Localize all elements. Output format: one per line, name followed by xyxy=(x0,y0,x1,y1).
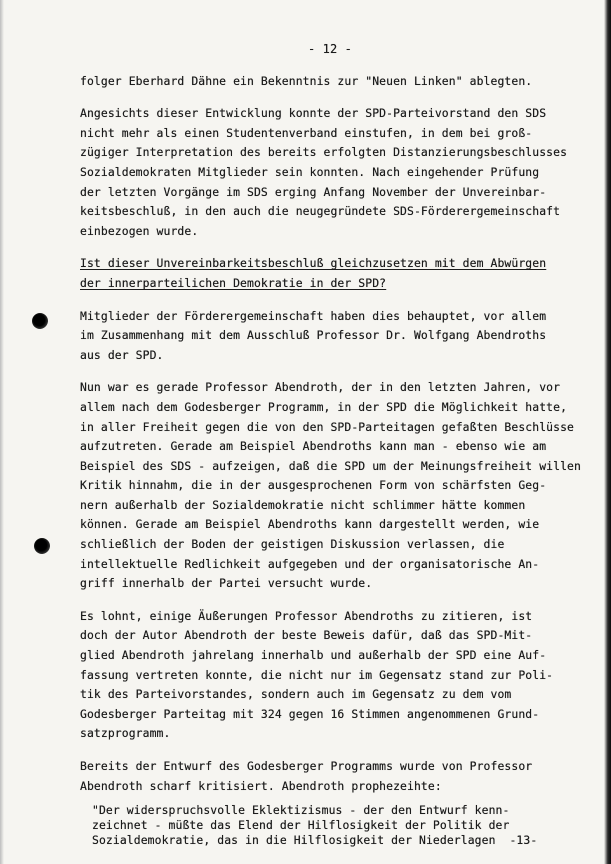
text-line: Es lohnt, einige Äußerungen Professor Abendroths zu zitieren, ist xyxy=(80,608,533,623)
block-quote xyxy=(92,803,580,848)
quote-line: "Der widerspruchsvolle Eklektizismus - der den Entwurf kenn- xyxy=(92,803,510,818)
text-line: in aller Freiheit gegen die von den SPD-Parteitagen gefaßten Beschlüsse xyxy=(80,419,574,434)
paragraph-5 xyxy=(80,607,580,744)
text-line: allem nach dem Godesberger Programm, in der SPD die Möglichkeit hatte, xyxy=(80,399,568,414)
text-line: einbezogen wurde. xyxy=(80,223,199,238)
paragraph-6 xyxy=(80,757,580,796)
heading-line: der innerparteilichen Demokratie in der SPD? xyxy=(80,275,387,290)
text-line: können. Gerade am Beispiel Abendroths kann dargestellt werden, wie xyxy=(80,517,540,532)
text-line: doch der Autor Abendroth der beste Beweis dafür, daß das SPD-Mit- xyxy=(80,628,533,643)
text-line: aus der SPD. xyxy=(80,347,164,362)
text-line: fassung vertreten konnte, die nicht nur im Gegensatz stand zur Poli- xyxy=(80,667,554,682)
text-line: Nun war es gerade Professor Abendroth, der in den letzten Jahren, vor xyxy=(80,380,561,395)
text-line: keitsbeschluß, in den auch die neugegründete SDS-Förderergemeinschaft xyxy=(80,204,561,219)
text-line: Godesberger Parteitag mit 324 gegen 16 Stimmen angenommenen Grund- xyxy=(80,706,540,721)
text-line: aufzutreten. Gerade am Beispiel Abendroths kann man - ebenso wie am xyxy=(80,439,547,454)
typewritten-text xyxy=(80,40,580,848)
text-line: satzprogramm. xyxy=(80,726,171,741)
punch-hole-top xyxy=(32,313,48,329)
text-line: zügiger Interpretation des bereits erfolgten Distanzierungsbeschlusses xyxy=(80,145,568,160)
text-line: glied Abendroth jahrelang innerhalb und außerhalb der SPD eine Auf- xyxy=(80,648,547,663)
quote-line: Sozialdemokratie, das in die Hilflosigkeit der Niederlagen -13- xyxy=(92,833,538,848)
paragraph-2 xyxy=(80,104,580,241)
text-line: Beispiel des SDS - aufzeigen, daß die SPD um der Meinungsfreiheit willen xyxy=(80,458,581,473)
scan-edge-right xyxy=(604,0,611,864)
paragraph-1 xyxy=(80,72,580,92)
text-line: folger Eberhard Dähne ein Bekenntnis zur "Neuen Linken" ablegten. xyxy=(80,73,533,88)
text-line: Abendroth scharf kritisiert. Abendroth prophezeihte: xyxy=(80,778,442,793)
paragraph-3 xyxy=(80,307,580,366)
text-line: intellektuelle Redlichkeit aufgegeben und der organisatorische An- xyxy=(80,556,540,571)
text-line: griff innerhalb der Partei versucht wurde. xyxy=(80,576,373,591)
text-line: der letzten Vorgänge im SDS erging Anfang November der Unvereinbar- xyxy=(80,184,547,199)
paragraph-4 xyxy=(80,378,580,594)
heading-line: Ist dieser Unvereinbarkeitsbeschluß gleichzusetzen mit dem Abwürgen xyxy=(80,256,547,271)
text-line: nicht mehr als einen Studentenverband einstufen, in dem bei groß- xyxy=(80,125,533,140)
page-number: - 12 - xyxy=(308,42,352,56)
section-heading xyxy=(80,254,580,293)
punch-hole-bottom xyxy=(34,538,50,554)
text-line: Mitglieder der Förderergemeinschaft haben dies behauptet, vor allem xyxy=(80,308,547,323)
scan-edge-left xyxy=(0,0,4,864)
text-line: Kritik hinnahm, die in der ausgesprochenen Form von schärfsten Geg- xyxy=(80,478,547,493)
text-line: Sozialdemokraten Mitglieder sein konnten. Nach eingehender Prüfung xyxy=(80,164,540,179)
text-line: schließlich der Boden der geistigen Diskussion verlassen, die xyxy=(80,537,505,552)
text-line: im Zusammenhang mit dem Ausschluß Professor Dr. Wolfgang Abendroths xyxy=(80,328,547,343)
text-line: tik des Parteivorstandes, sondern auch im Gegensatz zu dem vom xyxy=(80,687,512,702)
text-line: nern außerhalb der Sozialdemokratie nicht schlimmer hätte kommen xyxy=(80,497,526,512)
quote-line: zeichnet - müßte das Elend der Hilflosigkeit der Politik der xyxy=(92,818,510,833)
text-line: Bereits der Entwurf des Godesberger Programms wurde von Professor xyxy=(80,759,533,773)
text-line: Angesichts dieser Entwicklung konnte der SPD-Parteivorstand den SDS xyxy=(80,106,547,121)
